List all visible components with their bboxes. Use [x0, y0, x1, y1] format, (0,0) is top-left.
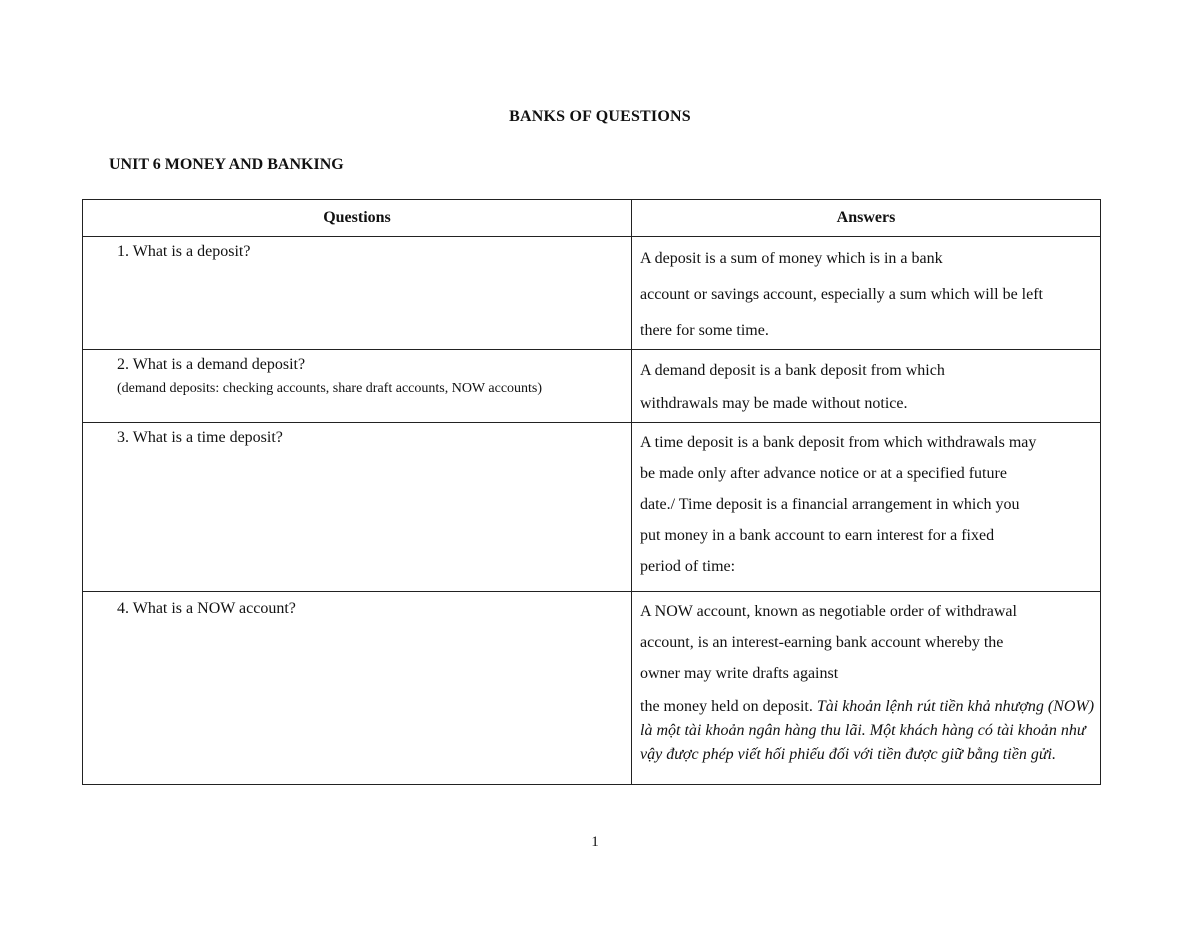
answer-cell	[632, 237, 1101, 350]
answer-line: account, is an interest-earning bank account whereby the	[640, 634, 1004, 651]
answer-line: A deposit is a sum of money which is in a bank	[640, 250, 943, 267]
question-text: 4. What is a NOW account?	[117, 600, 296, 617]
answer-line: A demand deposit is a bank deposit from which	[640, 362, 945, 379]
answer-line: A NOW account, known as negotiable order of withdrawal	[640, 603, 1017, 620]
question-cell	[83, 237, 632, 350]
question-note: (demand deposits: checking accounts, share draft accounts, NOW accounts)	[117, 381, 543, 396]
questions-header: Questions	[83, 200, 632, 237]
answer-line: A time deposit is a bank deposit from which withdrawals may	[640, 434, 1037, 451]
table-row	[83, 592, 1101, 785]
question-text: 3. What is a time deposit?	[117, 429, 283, 446]
answer-mixed-paragraph	[640, 695, 1098, 767]
answer-cell	[632, 423, 1101, 592]
answer-line: period of time:	[640, 558, 736, 575]
answer-line: owner may write drafts against	[640, 665, 839, 682]
question-cell	[83, 592, 632, 785]
answer-line: date./ Time deposit is a financial arrangement in which you	[640, 496, 1020, 513]
answer-line: account or savings account, especially a sum which will be left	[640, 286, 1043, 303]
answer-line: withdrawals may be made without notice.	[640, 395, 908, 412]
question-cell	[83, 423, 632, 592]
answer-line: be made only after advance notice or at a specified future	[640, 465, 1007, 482]
table-row	[83, 237, 1101, 350]
table-row	[83, 350, 1101, 423]
question-text: 1. What is a deposit?	[117, 243, 251, 260]
answers-header: Answers	[632, 200, 1101, 237]
page-number: 1	[591, 834, 599, 850]
question-text: 2. What is a demand deposit?	[117, 356, 306, 373]
answer-line: there for some time.	[640, 322, 769, 339]
document-title: BANKS OF QUESTIONS	[509, 108, 691, 125]
answer-line: put money in a bank account to earn interest for a fixed	[640, 527, 995, 544]
qa-table	[82, 199, 1101, 785]
answer-tail: the money held on deposit.	[640, 698, 813, 715]
question-cell	[83, 350, 632, 423]
answer-cell	[632, 350, 1101, 423]
unit-heading: UNIT 6 MONEY AND BANKING	[109, 156, 344, 173]
answer-cell	[632, 592, 1101, 785]
answer-vietnamese-translation: Tài khoản lệnh rút tiền khả nhượng (NOW) là một tài khoản ngân hàng thu lãi. Một khách hàng có tài khoản như vậy được phép viết hối phiếu đối với tiền được giữ bằng tiền gửi.	[640, 698, 1095, 763]
table-header-row	[83, 200, 1101, 237]
table-row	[83, 423, 1101, 592]
